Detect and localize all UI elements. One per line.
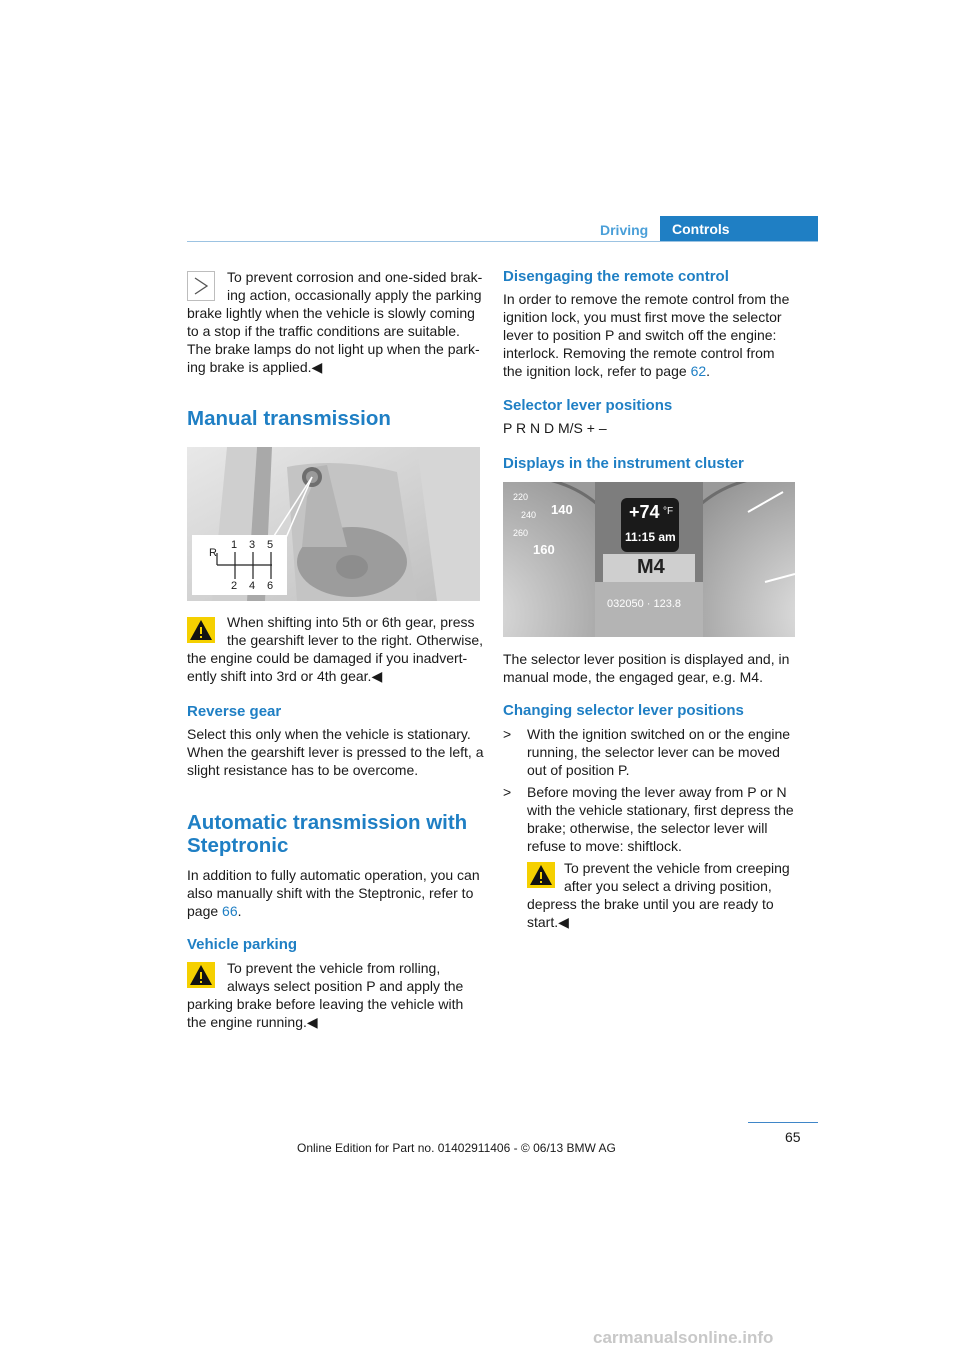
- speed-label: 140: [551, 502, 573, 517]
- subsection-title-disengaging: Disengaging the remote control: [503, 268, 729, 285]
- warning2-line: always select position P and apply the: [227, 978, 464, 994]
- bullet1-line: running, the selector lever can be moved: [527, 744, 780, 760]
- subsection-title-positions: Selector lever positions: [503, 397, 673, 414]
- gear-label: 2: [231, 580, 238, 592]
- subsection-title-displays: Displays in the instrument cluster: [503, 455, 744, 472]
- section-title-automatic: Automatic transmission with: [187, 811, 468, 834]
- gear-label: 4: [249, 580, 256, 592]
- note-triangle-icon: [187, 271, 215, 301]
- gear-label: 5: [267, 539, 274, 551]
- header-section-label: Driving: [600, 222, 649, 238]
- gearshift-illustration: [187, 447, 480, 601]
- footer-divider: [748, 1122, 818, 1123]
- note1-line: ing brake is applied.◀: [187, 359, 323, 375]
- bullet-marker: >: [503, 726, 512, 742]
- note1-line: To prevent corrosion and one-sided brak-: [227, 269, 483, 285]
- warning3-line: start.◀: [527, 914, 569, 930]
- warning-icon: [187, 617, 215, 643]
- bullet-marker: >: [503, 784, 512, 800]
- gear-label-r: R: [209, 547, 217, 559]
- speed-label: 240: [521, 510, 537, 520]
- speed-label: 160: [533, 542, 555, 557]
- disengage-page-ref: [503, 362, 710, 380]
- auto-page-suffix: .: [237, 903, 242, 919]
- bullet1-line: out of position P.: [527, 762, 630, 778]
- disengage-prefix: the ignition lock, refer to page: [503, 363, 691, 379]
- note1-line: ing action, occasionally apply the parking: [227, 287, 482, 303]
- disengage-line: In order to remove the remote control from the: [503, 291, 790, 307]
- warning1-line: When shifting into 5th or 6th gear, press: [227, 614, 475, 630]
- bullet2-line: with the vehicle stationary, first depress the: [527, 802, 794, 818]
- disengage-line: ignition lock, you must first move the selector: [503, 309, 782, 325]
- speed-label: 260: [513, 528, 529, 538]
- header-tab: [660, 216, 818, 242]
- gear-label: 3: [249, 539, 256, 551]
- reverse-line: Select this only when the vehicle is stationary.: [187, 726, 471, 742]
- warning3-line: depress the brake until you are ready to: [527, 896, 774, 912]
- auto-line: also manually shift with the Steptronic, refer to: [187, 885, 474, 901]
- instrument-cluster-photo: [503, 482, 795, 637]
- warning1-line: the gearshift lever to the right. Otherwise,: [227, 632, 484, 648]
- warning3-line: after you select a driving position,: [564, 878, 772, 894]
- disengage-line: lever to position P and switch off the engine:: [503, 327, 777, 343]
- bullet2-line: brake; otherwise, the selector lever will: [527, 820, 768, 836]
- cluster-time: 11:15 am: [625, 530, 676, 544]
- header-tab-label: Controls: [672, 221, 730, 237]
- reverse-line: When the gearshift lever is pressed to the left, a: [187, 744, 484, 760]
- auto-line-page-ref: [187, 902, 242, 920]
- warning2-line: the engine running.◀: [187, 1014, 318, 1030]
- cluster-temperature-unit: °F: [663, 506, 674, 517]
- subsection-title-changing: Changing selector lever positions: [503, 702, 744, 719]
- page-link-66[interactable]: 66: [222, 903, 238, 919]
- speed-label: 220: [513, 492, 529, 502]
- footer-edition: Online Edition for Part no. 01402911406 - © 06/13 BMW AG: [297, 1141, 616, 1155]
- cluster-odometer: 032050 · 123.8: [607, 598, 682, 610]
- display-line: manual mode, the engaged gear, e.g. M4.: [503, 669, 763, 685]
- warning2-line: To prevent the vehicle from rolling,: [227, 960, 441, 976]
- header-divider: [187, 241, 818, 242]
- auto-line: In addition to fully automatic operation, you can: [187, 867, 480, 883]
- bullet2-line: refuse to move: shiftlock.: [527, 838, 682, 854]
- watermark: carmanualsonline.info: [593, 1328, 774, 1347]
- note1-line: to a stop if the traffic conditions are suitable.: [187, 323, 460, 339]
- auto-page-prefix: page: [187, 903, 223, 919]
- positions-text: P R N D M/S + –: [503, 420, 607, 436]
- subsection-title-parking: Vehicle parking: [187, 936, 298, 953]
- bullet1-line: With the ignition switched on or the engine: [527, 726, 791, 742]
- warning-icon: [187, 962, 215, 988]
- note1-line: The brake lamps do not light up when the park-: [187, 341, 480, 357]
- gearshift-photo: [187, 447, 480, 601]
- disengage-line: interlock. Removing the remote control from: [503, 345, 775, 361]
- warning2-line: parking brake before leaving the vehicle with: [187, 996, 464, 1012]
- warning-icon: [527, 862, 555, 888]
- subsection-title-reverse: Reverse gear: [187, 703, 282, 720]
- cluster-gear-display: M4: [637, 556, 665, 578]
- warning1-line: ently shift into 3rd or 4th gear.◀: [187, 668, 383, 684]
- warning1-line: the engine could be damaged if you inadvert-: [187, 650, 468, 666]
- disengage-suffix: .: [706, 363, 711, 379]
- gear-label: 6: [267, 580, 274, 592]
- cluster-temperature: +74: [629, 502, 660, 522]
- note1-line: brake lightly when the vehicle is slowly coming: [187, 305, 475, 321]
- warning3-line: To prevent the vehicle from creeping: [564, 860, 790, 876]
- page-number: 65: [785, 1129, 801, 1145]
- page-link-62[interactable]: 62: [690, 363, 707, 379]
- bullet2-line: Before moving the lever away from P or N: [527, 784, 787, 800]
- section-title-automatic-cont: Steptronic: [187, 834, 289, 857]
- section-title-manual: Manual transmission: [187, 407, 391, 430]
- display-line: The selector lever position is displayed and, in: [503, 651, 790, 667]
- reverse-line: slight resistance has to be overcome.: [187, 762, 419, 778]
- gear-label: 1: [231, 539, 238, 551]
